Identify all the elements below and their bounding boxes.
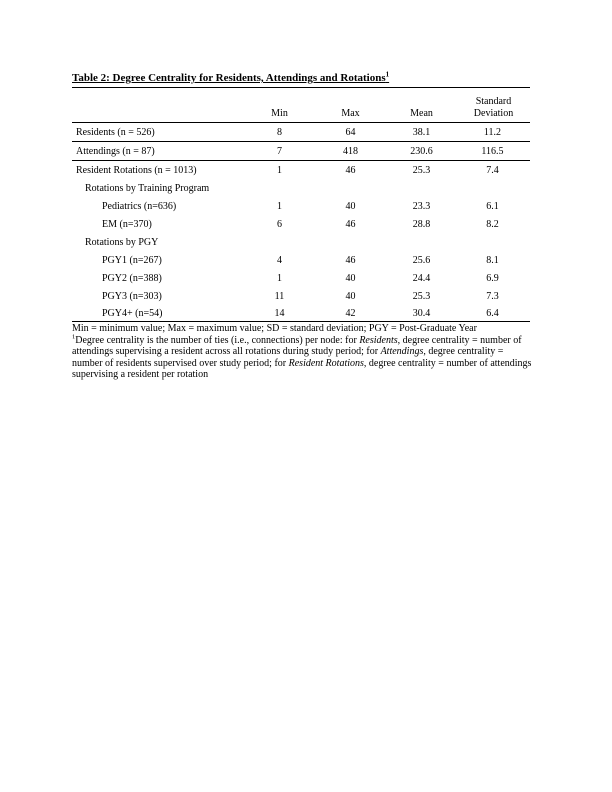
cell-mean: 25.3 [412,290,431,302]
table-notes [72,323,532,381]
table-subheading-row [72,179,530,197]
cell-max: 418 [343,145,358,157]
table-row [72,142,530,161]
header-standard-deviation: Standard Deviation [473,96,514,119]
cell-max: 46 [345,218,356,230]
table-row [72,123,530,142]
cell-mean: 25.6 [412,254,431,266]
cell-max: 40 [345,272,356,284]
degree-centrality-table [72,87,530,322]
cell-sd: 6.4 [486,307,499,319]
cell-mean: 23.3 [412,200,431,212]
row-label: PGY2 (n=388) [102,272,162,284]
cell-max: 46 [345,254,356,266]
cell-sd: 11.2 [483,126,502,138]
table-row [72,287,530,305]
cell-sd: 6.1 [486,200,499,212]
row-label: Attendings (n = 87) [76,145,155,157]
header-mean: Mean [410,108,433,119]
cell-mean: 38.1 [412,126,431,138]
abbreviations-note: Min = minimum value; Max = maximum value; SD = standard deviation; PGY = Post-Graduate Year [72,323,477,334]
cell-sd: 7.4 [486,164,499,176]
cell-min: 1 [277,200,282,212]
cell-mean: 28.8 [412,218,431,230]
cell-min: 1 [277,272,282,284]
table-row [72,251,530,269]
caption-footnote-mark: 1 [385,70,390,79]
cell-mean: 24.4 [412,272,431,284]
cell-min: 1 [277,164,282,176]
cell-mean: 30.4 [412,307,431,319]
document-page [72,72,530,381]
table-header-row [72,88,530,123]
cell-max: 46 [345,164,356,176]
cell-sd: 7.3 [486,290,499,302]
cell-min: 11 [274,290,285,302]
table-row [72,305,530,322]
header-min: Min [271,108,288,119]
cell-min: 6 [277,218,282,230]
cell-min: 4 [277,254,282,266]
cell-mean: 230.6 [410,145,433,157]
table-row [72,215,530,233]
table-row [72,197,530,215]
row-label: EM (n=370) [102,218,152,230]
header-max: Max [341,108,360,119]
cell-sd: 8.1 [486,254,499,266]
cell-sd: 8.2 [486,218,499,230]
cell-mean: 25.3 [412,164,431,176]
cell-min: 14 [274,307,285,319]
table-row [72,269,530,287]
cell-min: 7 [277,145,282,157]
cell-sd: 6.9 [486,272,499,284]
cell-sd: 116.5 [481,145,504,157]
row-label: Residents (n = 526) [76,126,155,138]
footnote-mark: 1 [72,333,76,341]
table-row [72,161,530,179]
cell-max: 40 [345,290,356,302]
row-label: Resident Rotations (n = 1013) [76,164,197,176]
subheading-pgy: Rotations by PGY [85,236,159,248]
cell-max: 40 [345,200,356,212]
footnote: $^1$Degree centrality is the number of ties (i.e., connections) per node: for Residents, degree centrality = number of attendings supervising a resident across all rotations during study period; for Attendings, degree centrality = number of residents supervised over study period; for Resident Rotations, degree centrality = number of attendings supervising a resident per rotation [72,333,532,380]
row-label: Pediatrics (n=636) [102,200,177,212]
table-subheading-row [72,233,530,251]
table-caption: Table 2: Degree Centrality for Residents, Attendings and Rotations$^1$ [72,70,390,84]
cell-max: 64 [345,126,356,138]
cell-min: 8 [277,126,282,138]
row-label: PGY3 (n=303) [102,290,162,302]
subheading-training-program: Rotations by Training Program [85,182,210,194]
cell-max: 42 [345,307,356,319]
row-label: PGY4+ (n=54) [102,307,163,319]
row-label: PGY1 (n=267) [102,254,162,266]
